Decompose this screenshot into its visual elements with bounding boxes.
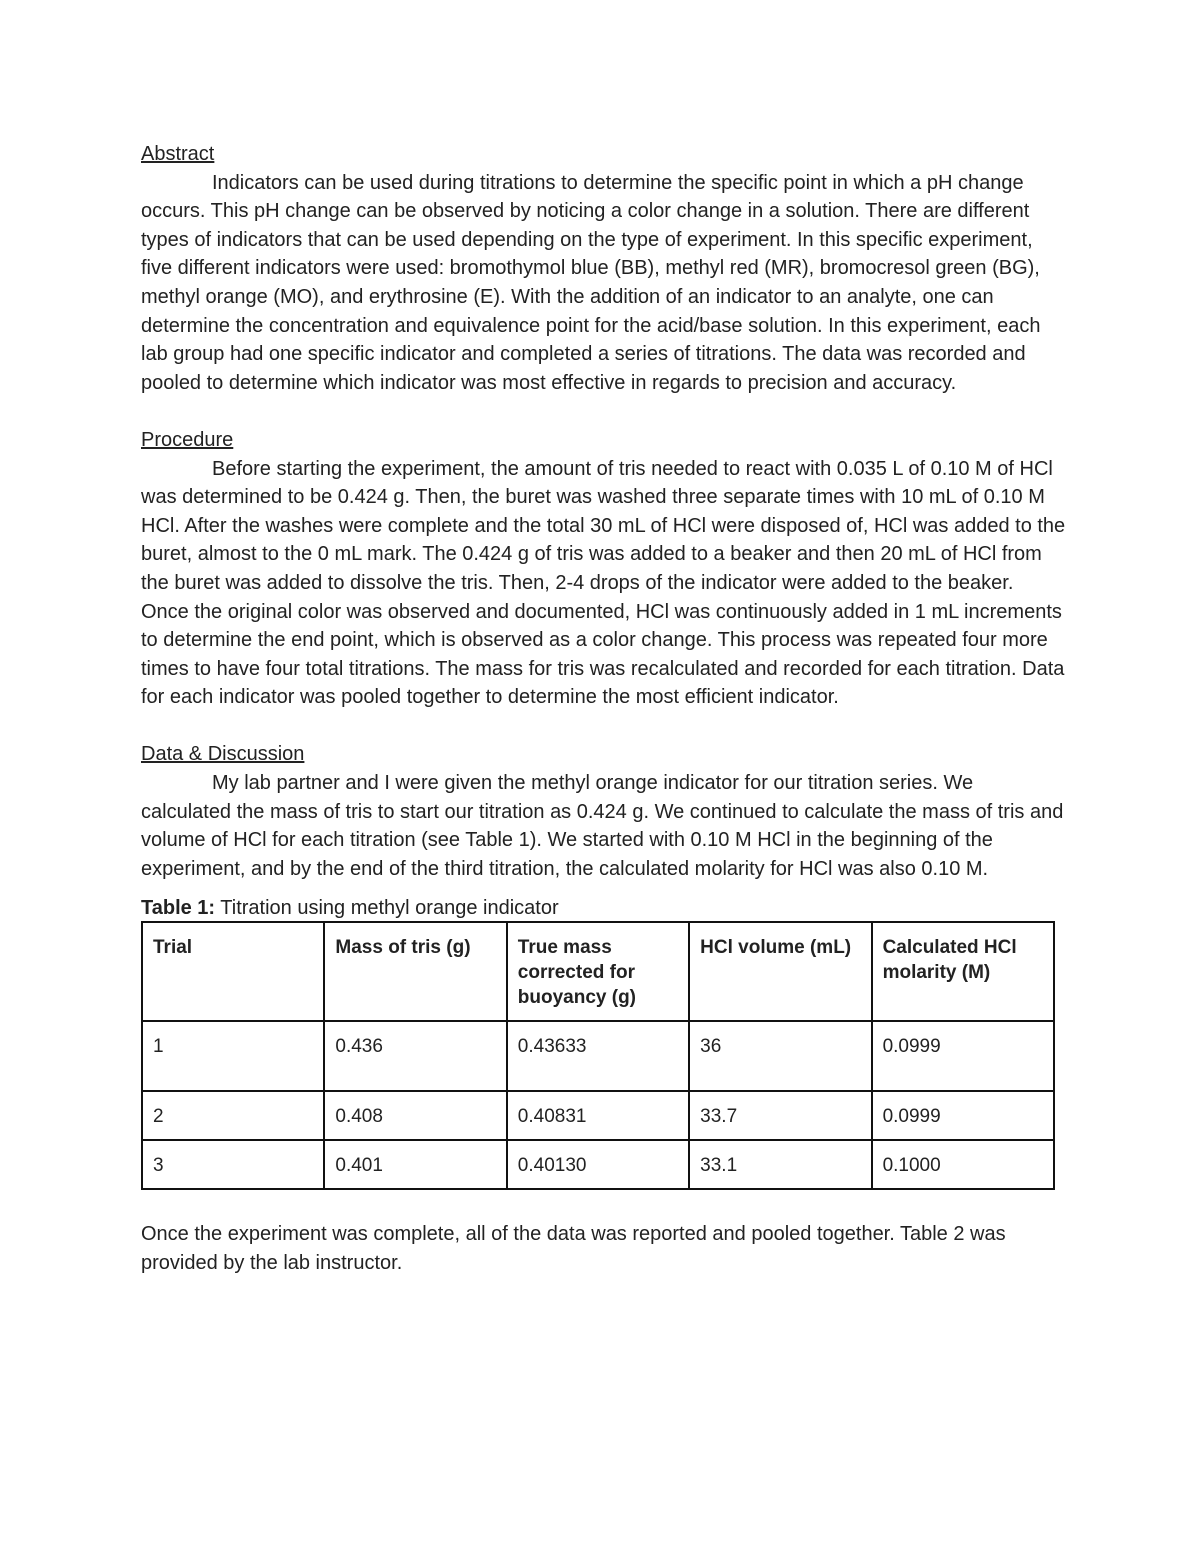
- table-header-row: [142, 922, 1054, 1021]
- header-calculated-molarity: Calculated HCl molarity (M): [872, 922, 1054, 1021]
- table-cell: 0.401: [324, 1140, 506, 1189]
- table-row: [142, 1021, 1054, 1091]
- spacer: [141, 397, 1066, 426]
- spacer: [141, 712, 1066, 741]
- titration-table: [141, 921, 1055, 1190]
- table-row: [142, 1140, 1054, 1189]
- procedure-paragraph: Before starting the experiment, the amount of tris needed to react with 0.035 L of 0.10 M of HCl was determined to be 0.424 g. Then, the buret was washed three separate times with 10 mL of 0.10 M HCl. After the washes were complete and the total 30 mL of HCl were disposed of, HCl was added to the buret, almost to the 0 mL mark. The 0.424 g of tris was added to a beaker and then 20 mL of HCl from the buret was added to dissolve the tris. Then, 2-4 drops of the indicator were added to the beaker. Once the original color was observed and documented, HCl was continuously added in 1 mL increments to determine the end point, which is observed as a color change. This process was repeated four more times to have four total titrations. The mass for tris was recalculated and recorded for each titration. Data for each indicator was pooled together to determine the most efficient indicator.: [141, 457, 1066, 709]
- table-caption-text: Titration using methyl orange indicator: [215, 897, 559, 920]
- table-caption-label: Table 1:: [141, 897, 216, 920]
- abstract-heading: Abstract: [141, 143, 215, 165]
- table-cell: 36: [689, 1021, 871, 1091]
- closing-paragraph: Once the experiment was complete, all of the data was reported and pooled together. Table 2 was provided by the lab instructor.: [141, 1223, 1006, 1275]
- document-page: [141, 140, 1066, 1278]
- discussion-paragraph: My lab partner and I were given the methyl orange indicator for our titration series. We calculated the mass of tris to start our titration as 0.424 g. We continued to calculate the mass of tris and volume of HCl for each titration (see Table 1). We started with 0.10 M HCl in the beginning of the experiment, and by the end of the third titration, the calculated molarity for HCl was also 0.10 M.: [141, 772, 1064, 880]
- table-cell: 0.408: [324, 1091, 506, 1140]
- table-cell: 2: [142, 1091, 324, 1140]
- table-cell: 0.0999: [872, 1021, 1054, 1091]
- discussion-heading: Data & Discussion: [141, 743, 305, 766]
- table-cell: 0.43633: [507, 1021, 689, 1091]
- procedure-heading: Procedure: [141, 428, 234, 451]
- table-cell: 0.436: [324, 1021, 506, 1091]
- header-true-mass: True mass corrected for buoyancy (g): [507, 922, 689, 1021]
- table-cell: 0.1000: [872, 1140, 1054, 1189]
- table-cell: 0.40130: [507, 1140, 689, 1189]
- table-cell: 3: [142, 1140, 324, 1189]
- abstract-paragraph: Indicators can be used during titrations to determine the specific point in which a pH change occurs. This pH change can be observed by noticing a color change in a solution. There are different types of indicators that can be used depending on the type of experiment. In this specific experiment, five different indicators were used: bromothymol blue (BB), methyl red (MR), bromocresol green (BG), methyl orange (MO), and erythrosine (E). With the addition of an indicator to an analyte, one can determine the concentration and equivalence point for the acid/base solution. In this experiment, each lab group had one specific indicator and completed a series of titrations. The data was recorded and pooled to determine which indicator was most effective in regards to precision and accuracy.: [141, 171, 1041, 394]
- table-cell: 1: [142, 1021, 324, 1091]
- table-caption: [141, 895, 1066, 921]
- table-row: [142, 1091, 1054, 1140]
- table-cell: 0.40831: [507, 1091, 689, 1140]
- header-mass-of-tris: Mass of tris (g): [324, 922, 506, 1021]
- table-cell: 33.1: [689, 1140, 871, 1189]
- table-cell: 33.7: [689, 1091, 871, 1140]
- header-hcl-volume: HCl volume (mL): [689, 922, 871, 1021]
- table-cell: 0.0999: [872, 1091, 1054, 1140]
- header-trial: Trial: [142, 922, 324, 1021]
